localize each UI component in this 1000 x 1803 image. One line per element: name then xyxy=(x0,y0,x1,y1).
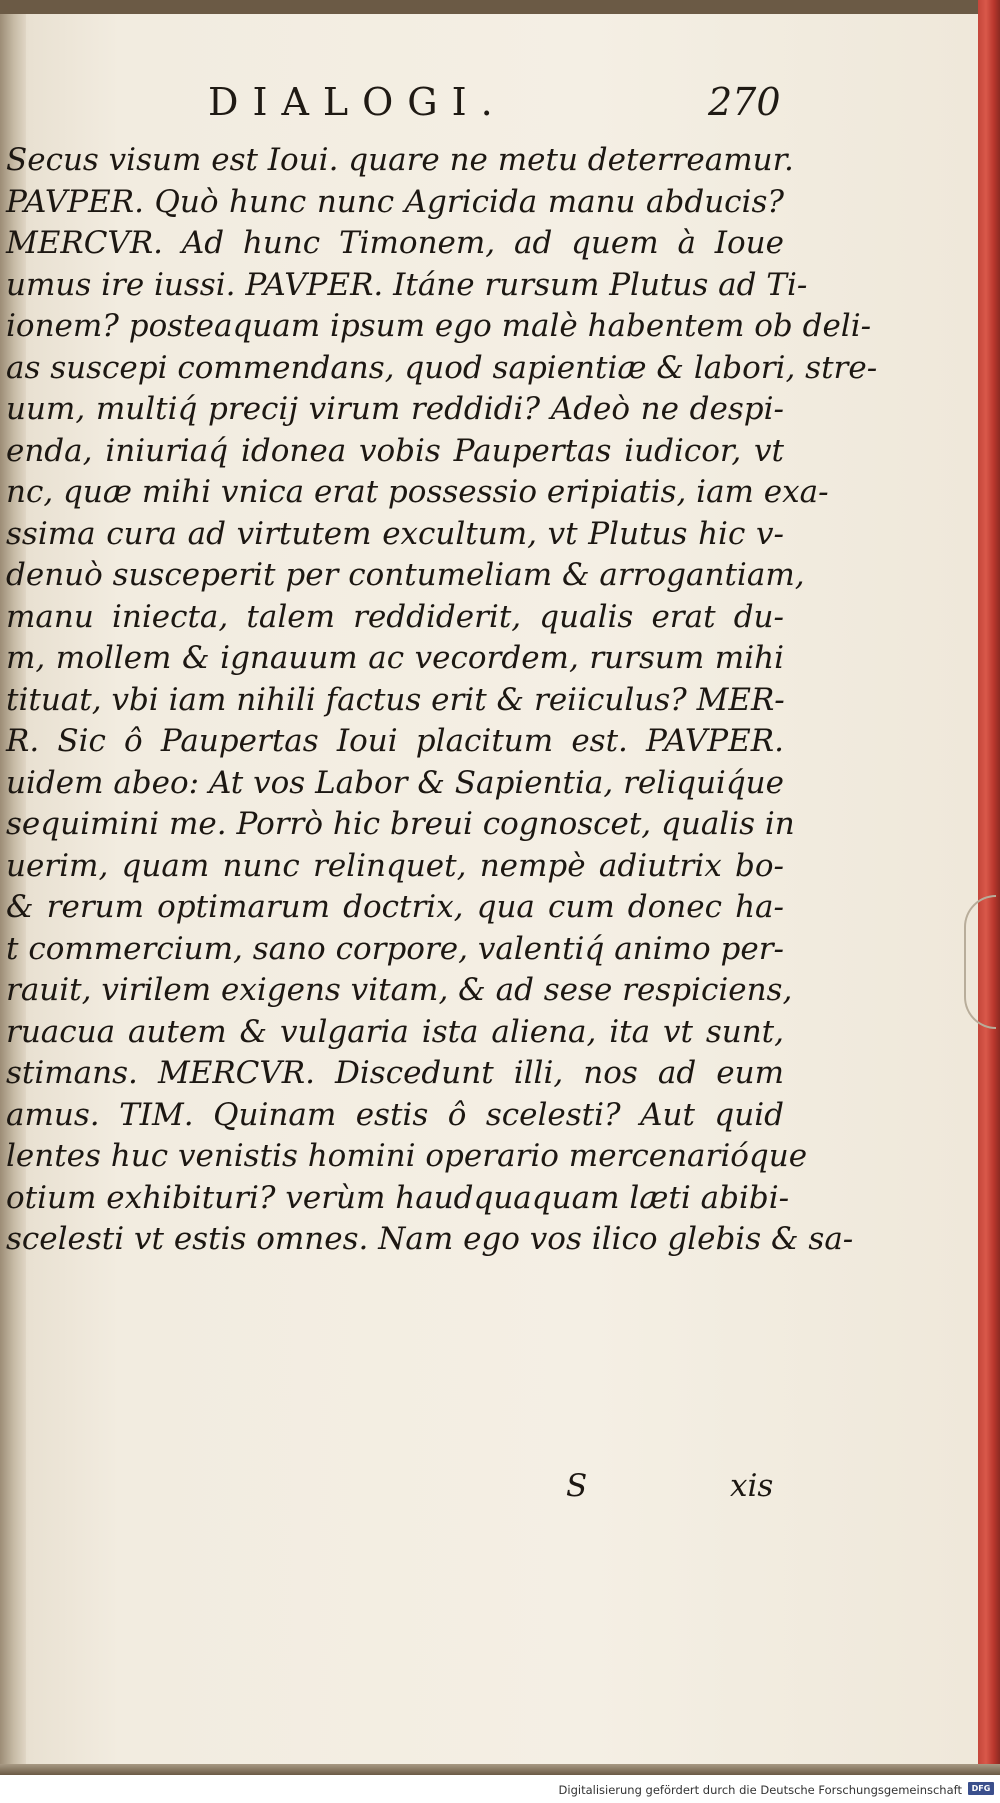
red-page-edge xyxy=(978,0,1000,1775)
dfg-logo-icon: DFG xyxy=(968,1782,994,1795)
text-line: ruacua autem & vulgaria ista aliena, ita vt sunt, xyxy=(6,1013,784,1050)
page-header xyxy=(0,80,978,140)
page-tab-mark xyxy=(964,895,996,1029)
text-line: denuò susceperit per contumeliam & arrogantiam, xyxy=(6,557,805,593)
text-line: lentes huc venistis homini operario mercenarióque xyxy=(6,1138,808,1174)
text-line: nc, quæ mihi vnica erat possessio eripiatis, iam exa- xyxy=(6,474,829,510)
text-line: umus ire iussi. PAVPER. Itáne rursum Plutus ad Ti- xyxy=(6,266,808,303)
dialogue-text-block xyxy=(6,140,878,1261)
book-bottom-edge xyxy=(0,1764,1000,1775)
page-foot-marks xyxy=(0,1468,978,1508)
text-line: & rerum optimarum doctrix, qua cum donec ha- xyxy=(6,889,784,925)
text-line: stimans. MERCVR. Discedunt illi, nos ad eum xyxy=(6,1055,784,1091)
text-line: m, mollem & ignauum ac vecordem, rursum mihi xyxy=(6,640,784,676)
text-line: t commercium, sano corpore, valentiq́ animo per- xyxy=(6,930,784,967)
text-line: uidem abeo: At vos Labor & Sapientia, reliquiq́ue xyxy=(6,764,784,801)
text-line: uum, multiq́ precij virum reddidi? Adeò ne despi- xyxy=(6,391,784,427)
text-line: R. Sic ô Paupertas Ioui placitum est. PAVPER. xyxy=(6,723,784,759)
text-line: rauit, virilem exigens vitam, & ad sese respiciens, xyxy=(6,972,793,1008)
page-number: 270 xyxy=(708,80,781,124)
text-line: tituat, vbi iam nihili factus erit & reiiculus? MER- xyxy=(6,681,785,718)
funding-credit: Digitalisierung gefördert durch die Deutsche Forschungsgemeinschaft xyxy=(558,1783,962,1797)
signature-mark: S xyxy=(566,1468,588,1504)
text-line: amus. TIM. Quinam estis ô scelesti? Aut quid xyxy=(6,1096,784,1133)
text-line: ssima cura ad virtutem excultum, vt Plutus hic v- xyxy=(6,515,784,552)
text-line: manu iniecta, talem reddiderit, qualis erat du- xyxy=(6,598,784,635)
text-line: enda, iniuriaq́ idonea vobis Paupertas iudicor, vt xyxy=(6,432,784,469)
text-line: scelesti vt estis omnes. Nam ego vos ilico glebis & sa- xyxy=(6,1221,854,1257)
catchword: xis xyxy=(730,1468,774,1504)
text-line: as suscepi commendans, quod sapientiæ & labori, stre- xyxy=(6,349,878,386)
text-line: ionem? posteaquam ipsum ego malè habentem ob deli- xyxy=(6,308,872,344)
text-line: MERCVR. Ad hunc Timonem, ad quem à Ioue xyxy=(6,225,784,261)
text-line: Secus visum est Ioui. quare ne metu deterreamur. xyxy=(6,142,794,178)
text-line: uerim, quam nunc relinquet, nempè adiutrix bo- xyxy=(6,847,784,884)
text-line: otium exhibituri? verùm haudquaquam læti abibi- xyxy=(6,1179,790,1216)
text-line: sequimini me. Porrò hic breui cognoscet, qualis in xyxy=(6,806,795,842)
text-line: PAVPER. Quò hunc nunc Agricida manu abducis? xyxy=(6,183,784,220)
digitization-footer xyxy=(0,1775,1000,1803)
running-head: DIALOGI. xyxy=(208,80,507,124)
